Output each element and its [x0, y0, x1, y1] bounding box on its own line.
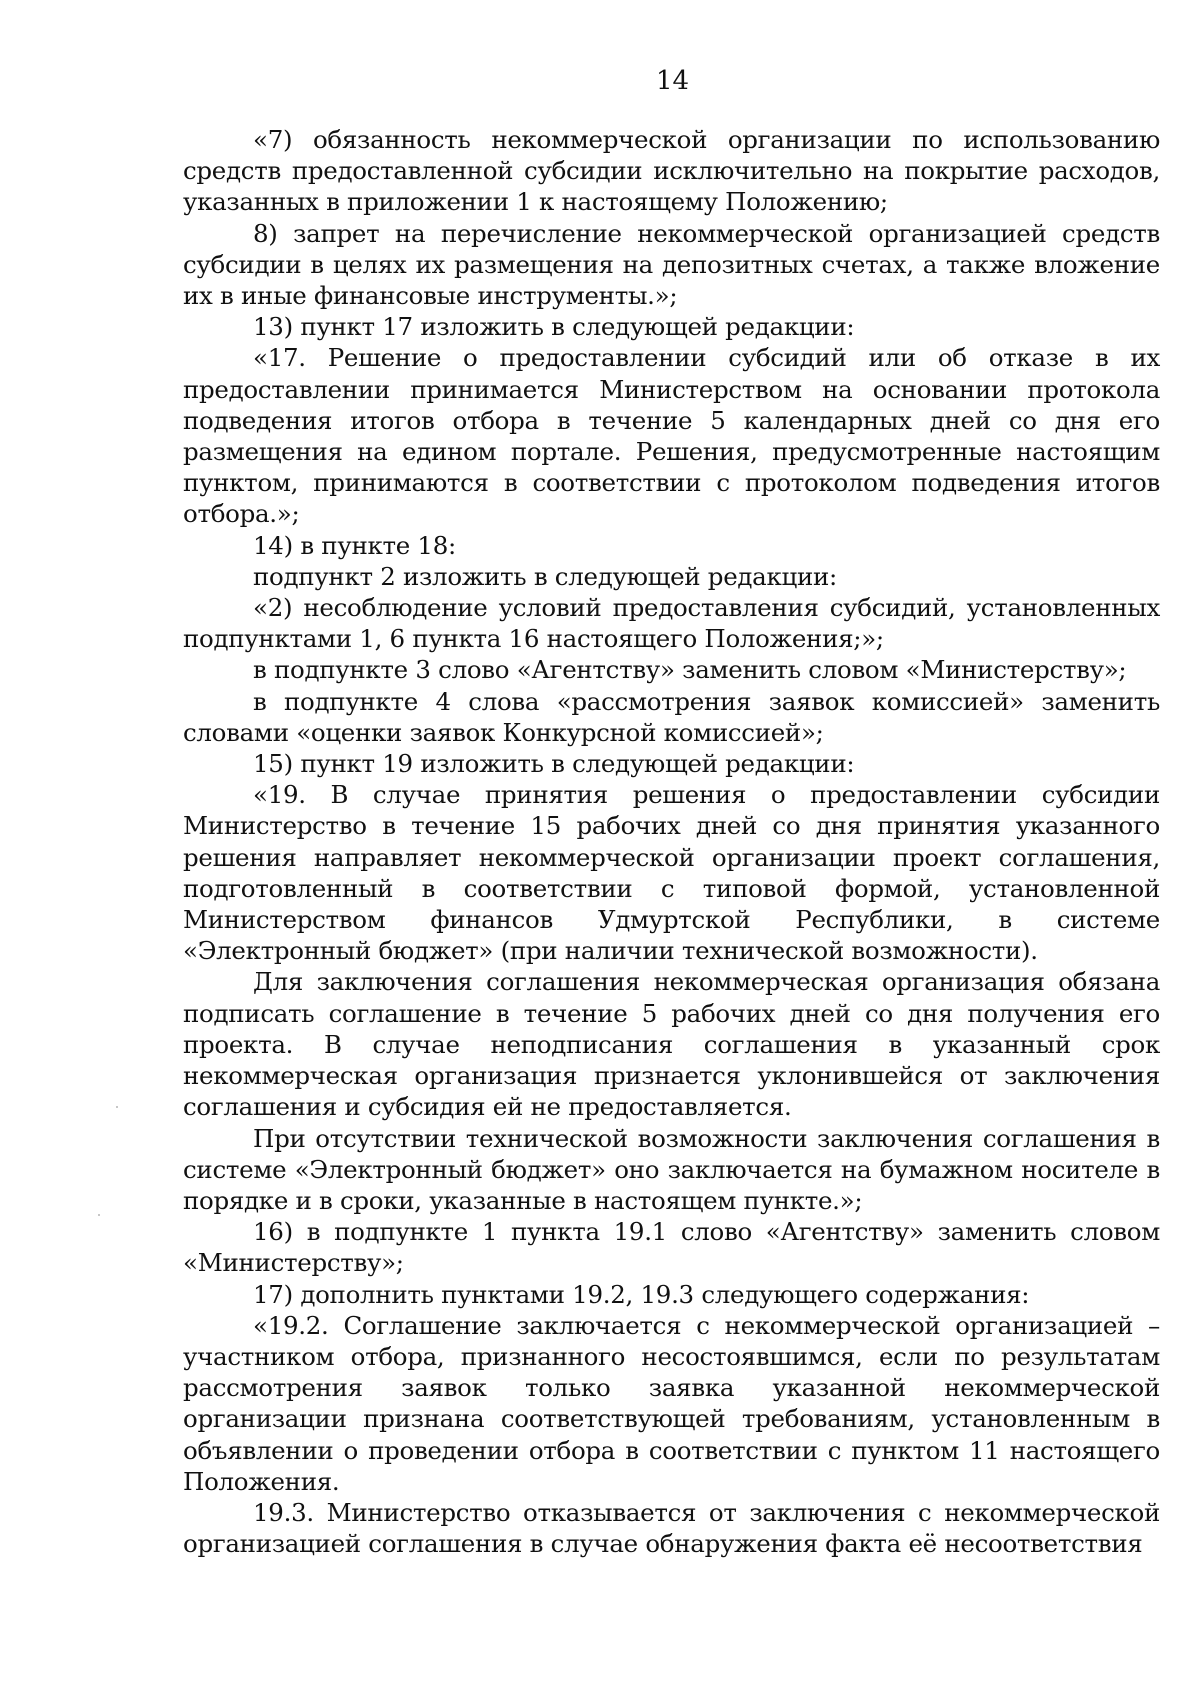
paragraph: в подпункте 4 слова «рассмотрения заявок комиссией» заменить словами «оценки заявок Конкурсной комиссией»;	[183, 686, 1160, 747]
paragraph: 13) пункт 17 изложить в следующей редакции:	[253, 312, 855, 342]
page-number: 14	[655, 66, 690, 96]
scan-speck	[98, 1214, 100, 1216]
paragraph: «2) несоблюдение условий предоставления субсидий, установленных подпунктами 1, 6 пункта 16 настоящего Положения;»;	[183, 593, 1160, 654]
paragraph: «19.2. Соглашение заключается с некоммерческой организацией – участником отбора, признанного несостоявшимся, если по результатам рассмотрения заявок только заявка указанной некоммерческой организации признана соответствующей требованиям, установленным в объявлении о проведении отбора в соответствии с пунктом 11 настоящего Положения.	[183, 1310, 1160, 1496]
document-body	[183, 124, 1160, 1559]
paragraph: «17. Решение о предоставлении субсидий или об отказе в их предоставлении принимается Министерством на основании протокола подведения итогов отбора в течение 5 календарных дней со дня его размещения на едином портале. Решения, предусмотренные настоящим пунктом, принимаются в соответствии с протоколом подведения итогов отбора.»;	[183, 343, 1160, 529]
paragraph: «19. В случае принятия решения о предоставлении субсидии Министерство в течение 15 рабочих дней со дня принятия указанного решения направляет некоммерческой организации проект соглашения, подготовленный в соответствии с типовой формой, установленной Министерством финансов Удмуртской Республики, в системе «Электронный бюджет» (при наличии технической возможности).	[183, 780, 1160, 966]
paragraph: 15) пункт 19 изложить в следующей редакции:	[253, 749, 855, 779]
paragraph: 17) дополнить пунктами 19.2, 19.3 следующего содержания:	[253, 1279, 1030, 1309]
scan-speck	[116, 1106, 118, 1108]
paragraph: «7) обязанность некоммерческой организации по использованию средств предоставленной субсидии исключительно на покрытие расходов, указанных в приложении 1 к настоящему Положению;	[183, 125, 1160, 217]
paragraph: в подпункте 3 слово «Агентству» заменить словом «Министерству»;	[253, 655, 1127, 685]
paragraph: 14) в пункте 18:	[253, 530, 456, 560]
paragraph: 19.3. Министерство отказывается от заключения с некоммерческой организацией соглашения в случае обнаружения факта её несоответствия	[183, 1497, 1160, 1559]
paragraph: подпункт 2 изложить в следующей редакции:	[253, 561, 837, 591]
paragraph: 16) в подпункте 1 пункта 19.1 слово «Агентству» заменить словом «Министерству»;	[183, 1217, 1160, 1278]
paragraph: Для заключения соглашения некоммерческая организация обязана подписать соглашение в течение 5 рабочих дней со дня получения его проекта. В случае неподписания соглашения в указанный срок некоммерческая организация признается уклонившейся от заключения соглашения и субсидия ей не предоставляется.	[183, 967, 1160, 1122]
paragraph: При отсутствии технической возможности заключения соглашения в системе «Электронный бюджет» оно заключается на бумажном носителе в порядке и в сроки, указанные в настоящем пункте.»;	[183, 1123, 1160, 1215]
paragraph: 8) запрет на перечисление некоммерческой организацией средств субсидии в целях их размещения на депозитных счетах, а также вложение их в иные финансовые инструменты.»;	[183, 218, 1160, 311]
